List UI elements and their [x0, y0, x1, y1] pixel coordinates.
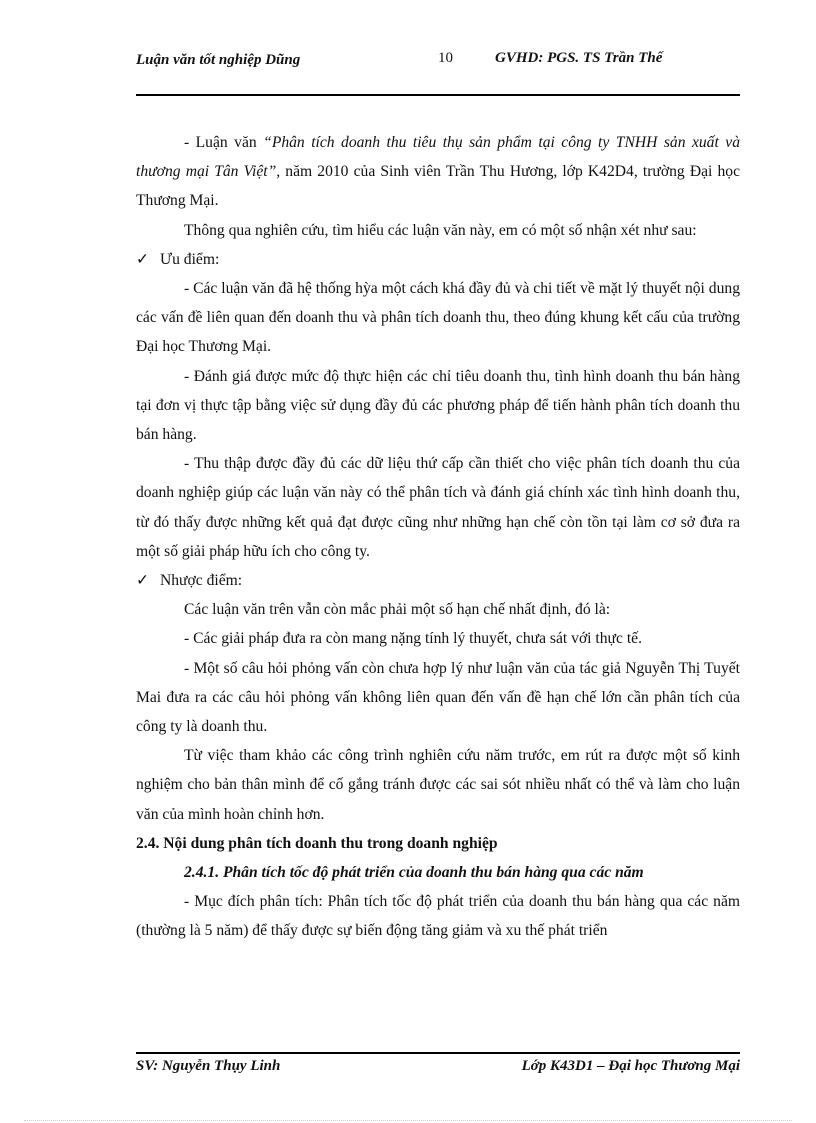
- disadvantages-label: [136, 566, 740, 595]
- paragraph-advantage-2: - Đánh giá được mức độ thực hiện các chỉ tiêu doanh thu, tình hình doanh thu bán hàng tại đơn vị thực tập bằng việc sử dụng đầy đủ các phương pháp để tiến hành phân tích doanh thu bán hàng.: [136, 367, 740, 444]
- header-thesis-title: Luận văn tốt nghiệp Dũng: [136, 52, 301, 68]
- paragraph-advantage-3: - Thu thập được đầy đủ các dữ liệu thứ cấp cần thiết cho việc phân tích doanh thu của doanh nghiệp giúp các luận văn này có thể phân tích và đánh giá chính xác tình hình doanh thu, từ đó thấy được những kết quả đạt được cũng như những hạn chế còn tồn tại làm cơ sở đưa ra một số giải pháp hữu ích cho công ty.: [136, 455, 740, 560]
- thesis-reference-prefix: - Luận văn: [184, 134, 264, 151]
- footer-student-name: SV: Nguyễn Thụy Linh: [136, 1058, 281, 1074]
- paragraph-limitations-intro: Các luận văn trên vẫn còn mắc phải một số hạn chế nhất định, đó là:: [184, 601, 611, 619]
- paragraph-advantage-1: - Các luận văn đã hệ thống hỳa một cách khá đầy đủ và chi tiết về mặt lý thuyết nội dung các vấn đề liên quan đến doanh thu và phân tích doanh thu, theo đúng khung kết cấu của trường Đại học Thương Mại.: [136, 280, 740, 356]
- paragraph-limitation-2: - Một số câu hỏi phỏng vấn còn chưa hợp lý như luận văn của tác giả Nguyễn Thị Tuyết Mai đưa ra các câu hỏi phỏng vấn không liên quan đến vấn đề hạn chế lớn cần phân tích của công ty là doanh thu.: [136, 659, 740, 736]
- section-heading: 2.4. Nội dung phân tích doanh thu trong doanh nghiệp: [136, 834, 498, 852]
- advantages-text: Ưu điểm:: [160, 250, 220, 268]
- page-number: 10: [438, 50, 453, 66]
- checkmark-icon: ✓: [136, 250, 150, 268]
- checkmark-icon: ✓: [136, 572, 150, 590]
- thesis-reference-title: “Phân tích doanh thu tiêu thụ sản phẩm tại công ty TNHH sản xuất và thương mại Tân Việt”,: [136, 134, 740, 181]
- page-edge-divider: [24, 1120, 792, 1121]
- paragraph-limitation-1: - Các giải pháp đưa ra còn mang nặng tính lý thuyết, chưa sát với thực tế.: [184, 630, 642, 648]
- footer-class-university: Lớp K43D1 – Đại học Thương Mại: [521, 1058, 740, 1074]
- paragraph-thesis-reference: [136, 128, 740, 216]
- header-advisor: GVHD: PGS. TS Trần Thế: [495, 50, 663, 66]
- paragraph-lessons-learned: Từ việc tham khảo các công trình nghiên cứu năm trước, em rút ra được một số kinh nghiệm cho bản thân mình để cố gắng tránh được các sai sót nhiều nhất có thể và làm cho luận văn của mình hoàn chỉnh hơn.: [136, 747, 740, 823]
- advantages-label: [136, 245, 740, 274]
- subsection-heading: 2.4.1. Phân tích tốc độ phát triển của doanh thu bán hàng qua các năm: [184, 864, 644, 882]
- paragraph-analysis-purpose: - Mục đích phân tích: Phân tích tốc độ phát triển của doanh thu bán hàng qua các năm (thường là 5 năm) để thấy được sự biến động tăng giảm và xu thế phát triển: [136, 893, 740, 940]
- paragraph-remarks-intro: Thông qua nghiên cứu, tìm hiểu các luận văn này, em có một số nhận xét như sau:: [184, 221, 697, 239]
- page-header: [136, 48, 740, 96]
- page-footer: [136, 1052, 740, 1075]
- document-body: [136, 128, 740, 946]
- thesis-reference-suffix: năm 2010 của Sinh viên Trần Thu Hương, lớp K42D4, trường Đại học Thương Mại.: [136, 163, 740, 210]
- disadvantages-text: Nhược điểm:: [160, 572, 243, 590]
